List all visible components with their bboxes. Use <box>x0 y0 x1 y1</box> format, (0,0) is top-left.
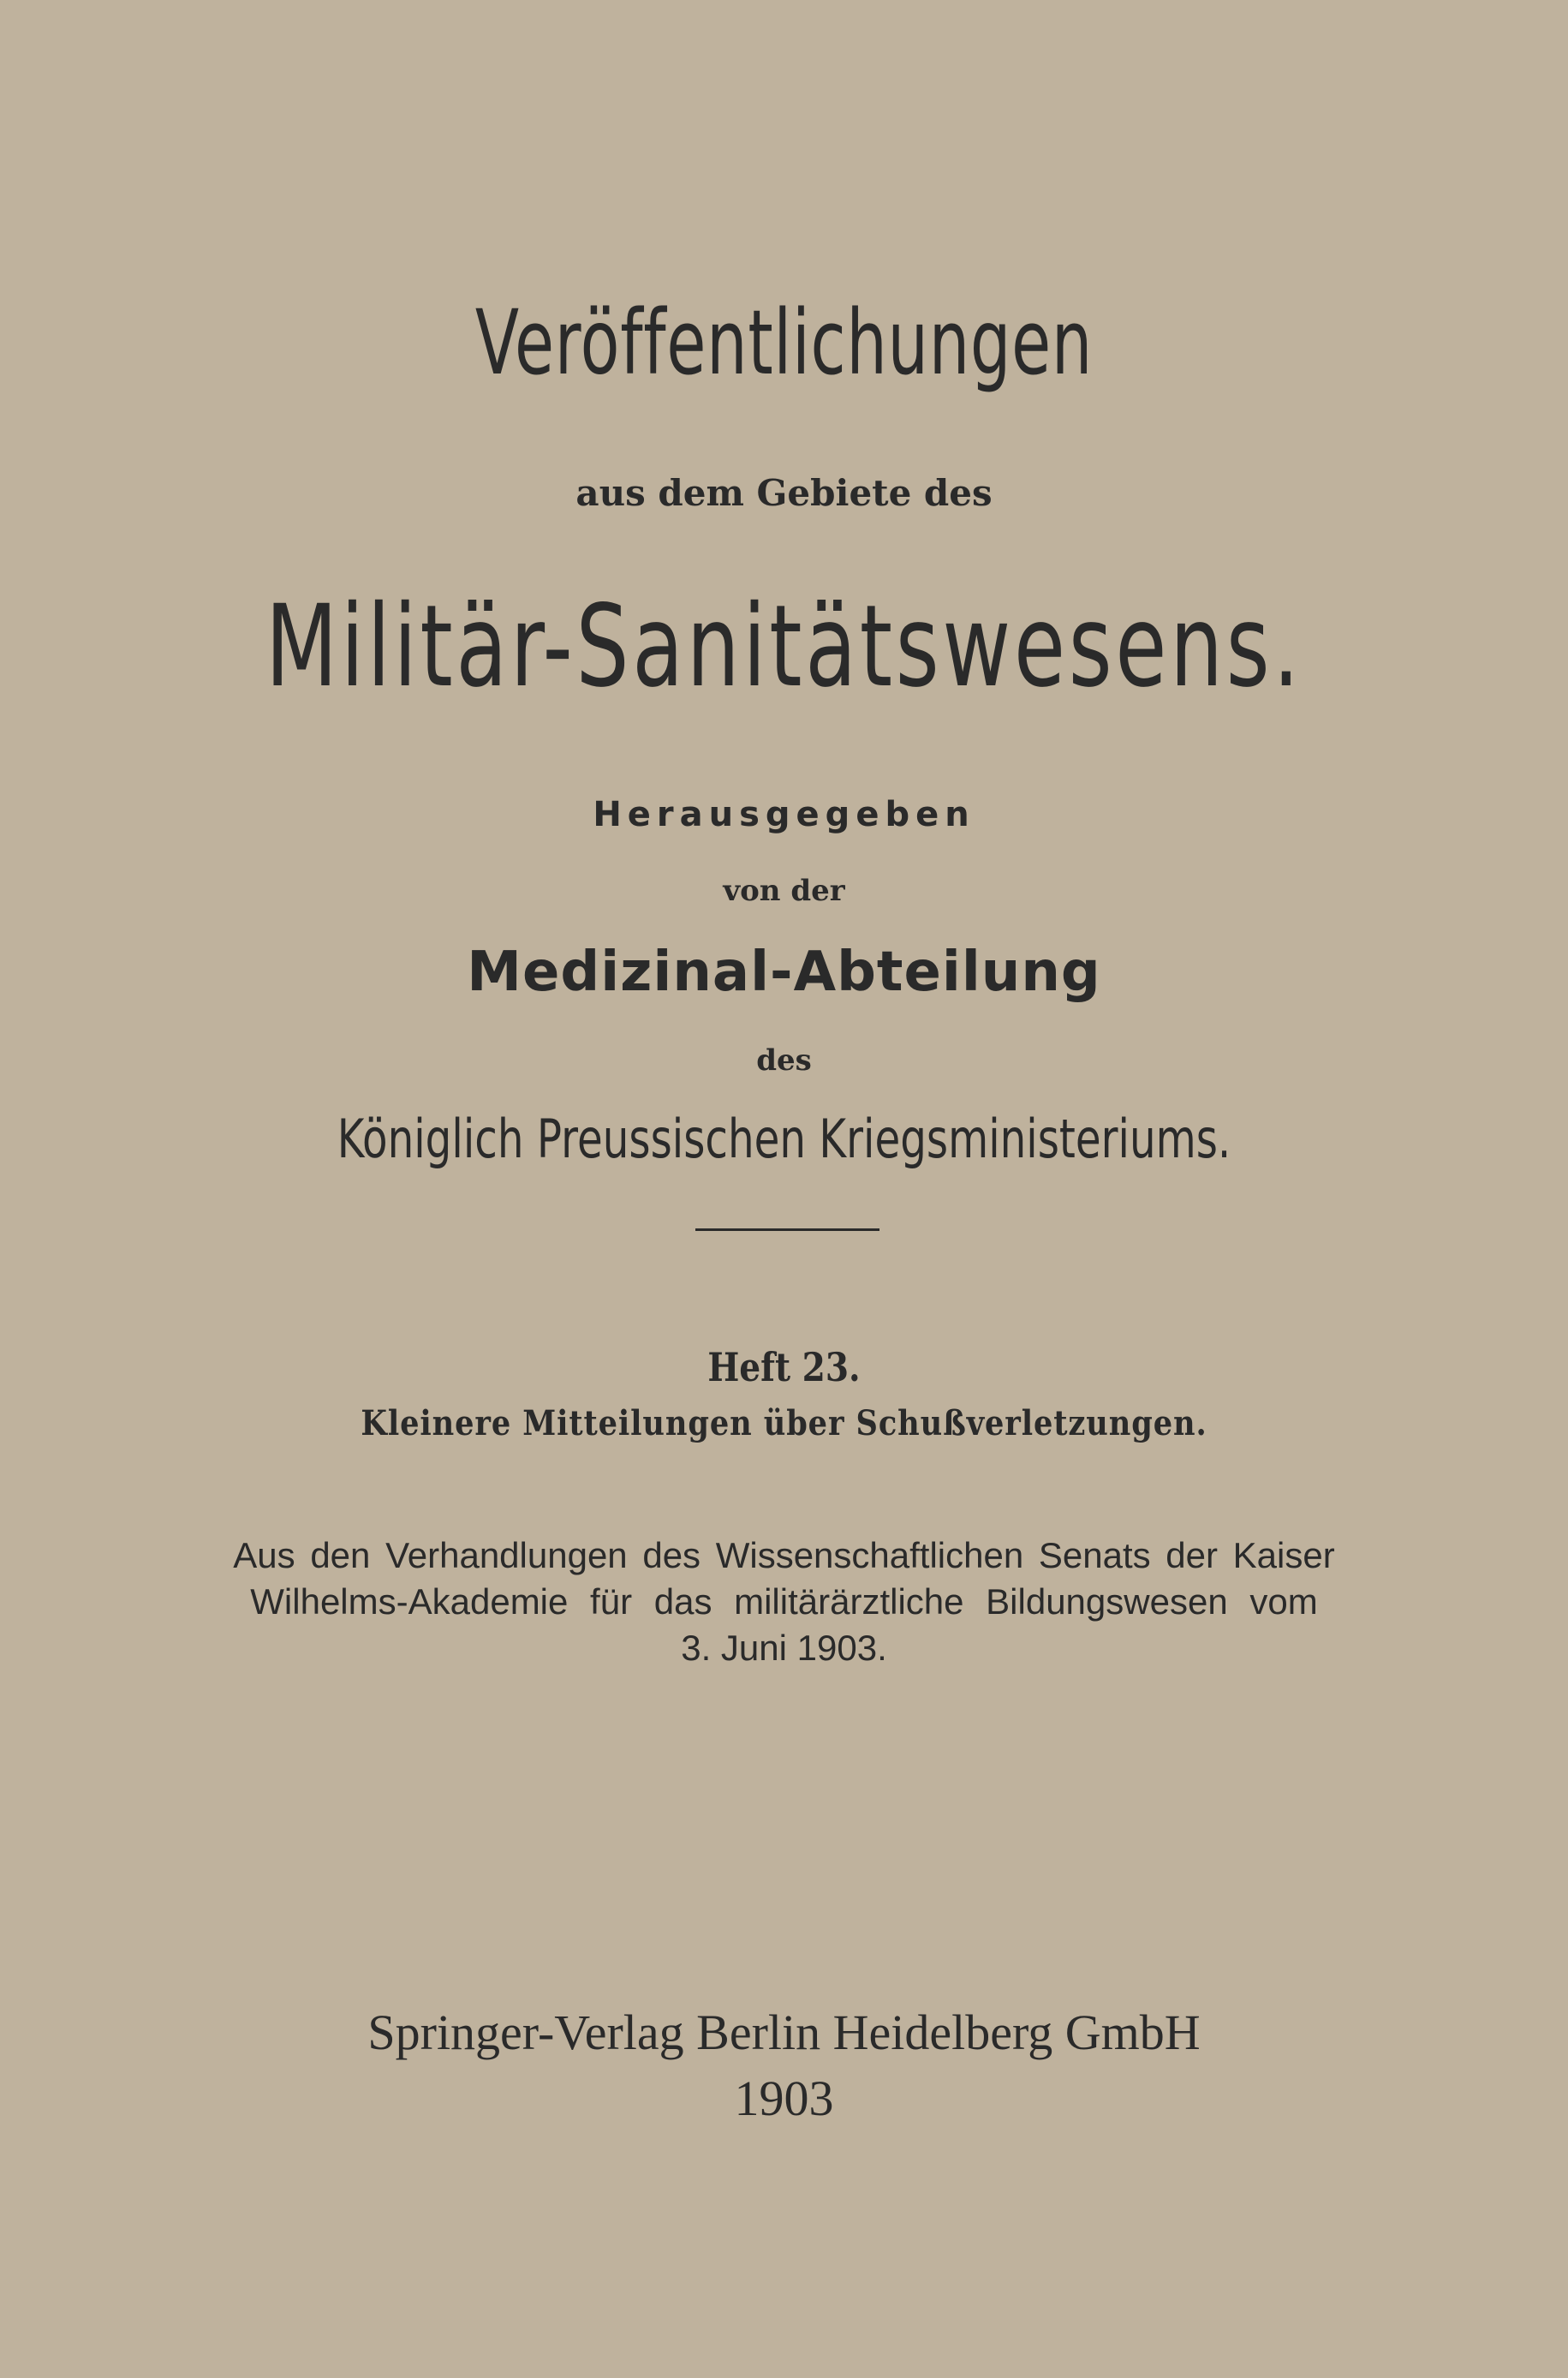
issue-number: Heft 23. <box>707 1344 861 1390</box>
divider-rule <box>695 1228 879 1231</box>
editor-des: des <box>756 1043 812 1078</box>
field-title: Militär-Sanitätswesens. <box>265 581 1303 713</box>
series-title: Veröffentlichungen <box>474 290 1094 395</box>
editor-von: von der <box>723 874 845 908</box>
editor-intro: Herausgegeben <box>593 795 975 834</box>
publication-year: 1903 <box>734 2070 834 2126</box>
publisher: Springer-Verlag Berlin Heidelberg GmbH <box>367 2005 1201 2060</box>
series-subtitle: aus dem Gebiete des <box>575 472 993 514</box>
editor-department: Medizinal-Abteilung <box>467 941 1101 1004</box>
issue-title: Kleinere Mitteilungen über Schußverletzungen. <box>361 1403 1207 1443</box>
note-line-3: 3. Juni 1903. <box>681 1628 887 1668</box>
note-line-2: Wilhelms-Akademie für das militärärztliche Bildungswesen vom <box>250 1581 1318 1622</box>
note-line-1: Aus den Verhandlungen des Wissenschaftlichen Senats der Kaiser <box>233 1535 1335 1575</box>
editor-ministry: Königlich Preussischen Kriegsministeriums. <box>337 1108 1231 1170</box>
